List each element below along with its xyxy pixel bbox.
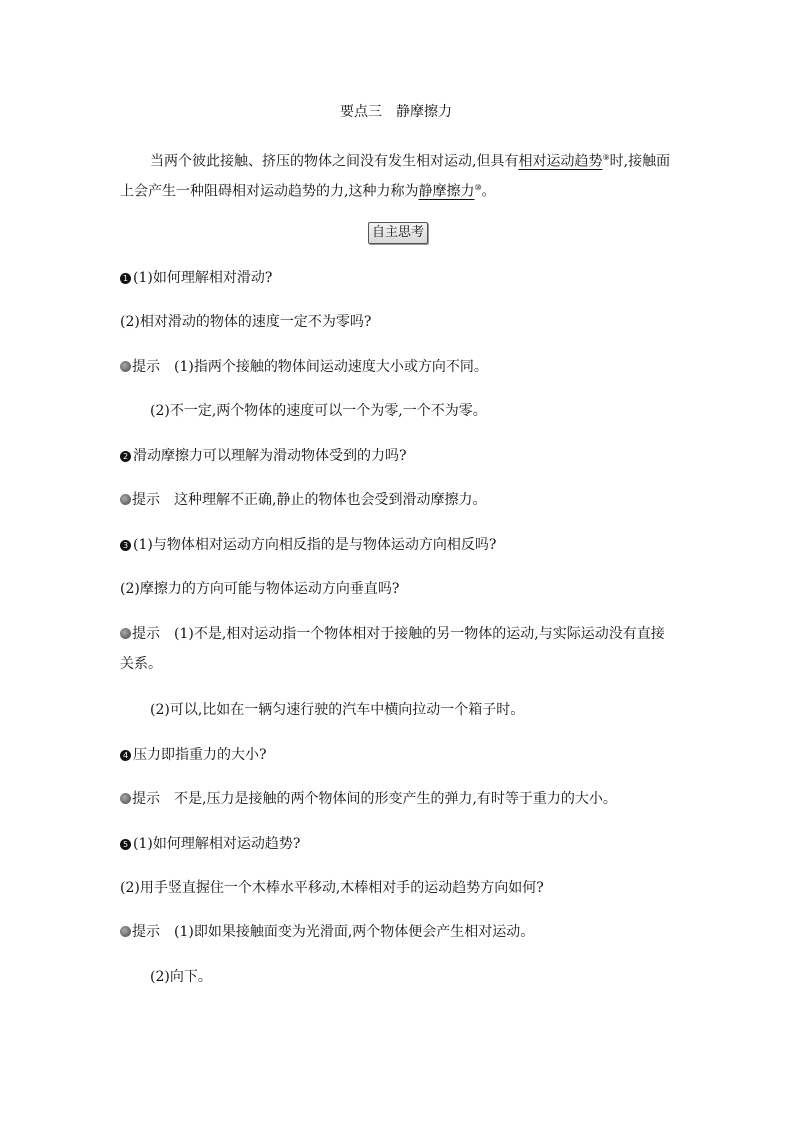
answer-5 <box>120 922 534 942</box>
hint-label: 提示 <box>132 359 160 375</box>
intro-text: 上会产生一种阻碍相对运动趋势的力,这种力称为 <box>120 183 419 200</box>
answer-2 <box>120 490 486 510</box>
hint-icon <box>120 361 131 372</box>
answer-text: (1)不是,相对运动指一个物体相对于接触的另一物体的运动,与实际运动没有直接 <box>174 626 665 642</box>
intro-text: 时,接触面 <box>609 153 671 170</box>
question-1-part-2: (2)相对滑动的物体的速度一定不为零吗? <box>120 314 372 330</box>
question-text: (1)与物体相对运动方向相反指的是与物体运动方向相反吗? <box>133 537 497 553</box>
answer-5-part-2: (2)向下。 <box>150 969 212 985</box>
answer-text: (1)即如果接触面变为光滑面,两个物体便会产生相对运动。 <box>174 924 535 940</box>
answer-text: 不是,压力是接触的两个物体间的形变产生的弹力,有时等于重力的大小。 <box>174 791 617 807</box>
question-5-part-2: (2)用手竖直握住一个木棒水平移动,木棒相对手的运动趋势方向如何? <box>120 880 544 896</box>
intro-text: 当两个彼此接触、挤压的物体之间没有发生相对运动,但具有 <box>150 153 519 170</box>
key-term-relative-motion-tendency: 相对运动趋势 <box>518 153 603 170</box>
answer-4 <box>120 789 617 809</box>
question-5 <box>120 834 300 854</box>
question-3 <box>120 535 496 555</box>
hint-icon <box>120 494 131 505</box>
answer-3-continued: 关系。 <box>120 656 162 672</box>
number-icon: 1 <box>120 273 131 284</box>
question-text: 压力即指重力的大小? <box>133 747 267 763</box>
hint-label: 提示 <box>132 626 160 642</box>
number-icon: 3 <box>120 540 131 551</box>
answer-1-part-2: (2)不一定,两个物体的速度可以一个为零,一个不为零。 <box>150 403 487 419</box>
hint-icon <box>120 628 131 639</box>
answer-text: 这种理解不正确,静止的物体也会受到滑动摩擦力。 <box>174 492 487 508</box>
question-text: (1)如何理解相对滑动? <box>133 270 273 286</box>
self-study-badge: 自主思考 <box>368 222 428 244</box>
answer-text: (1)指两个接触的物体间运动速度大小或方向不同。 <box>174 359 488 375</box>
intro-line-1 <box>150 148 670 172</box>
footnote-mark: ⑨ <box>602 153 610 162</box>
footnote-mark: ⑩ <box>474 183 482 192</box>
question-3-part-2: (2)摩擦力的方向可能与物体运动方向垂直吗? <box>120 581 400 597</box>
section-title: 要点三 静摩擦力 <box>340 104 452 120</box>
intro-line-2 <box>120 178 496 202</box>
question-1 <box>120 268 272 288</box>
question-2 <box>120 446 407 466</box>
question-4 <box>120 745 267 765</box>
question-text: (1)如何理解相对运动趋势? <box>133 836 301 852</box>
key-term-static-friction: 静摩擦力 <box>418 183 475 200</box>
answer-1 <box>120 357 488 377</box>
hint-icon <box>120 926 131 937</box>
intro-text: 。 <box>481 183 496 200</box>
question-text: 滑动摩擦力可以理解为滑动物体受到的力吗? <box>133 448 407 464</box>
hint-icon <box>120 793 131 804</box>
hint-label: 提示 <box>132 924 160 940</box>
number-icon: 4 <box>120 750 131 761</box>
answer-3 <box>120 624 665 644</box>
number-icon: 2 <box>120 451 131 462</box>
hint-label: 提示 <box>132 492 160 508</box>
number-icon: 5 <box>120 839 131 850</box>
answer-3-part-2: (2)可以,比如在一辆匀速行驶的汽车中横向拉动一个箱子时。 <box>150 702 525 718</box>
hint-label: 提示 <box>132 791 160 807</box>
